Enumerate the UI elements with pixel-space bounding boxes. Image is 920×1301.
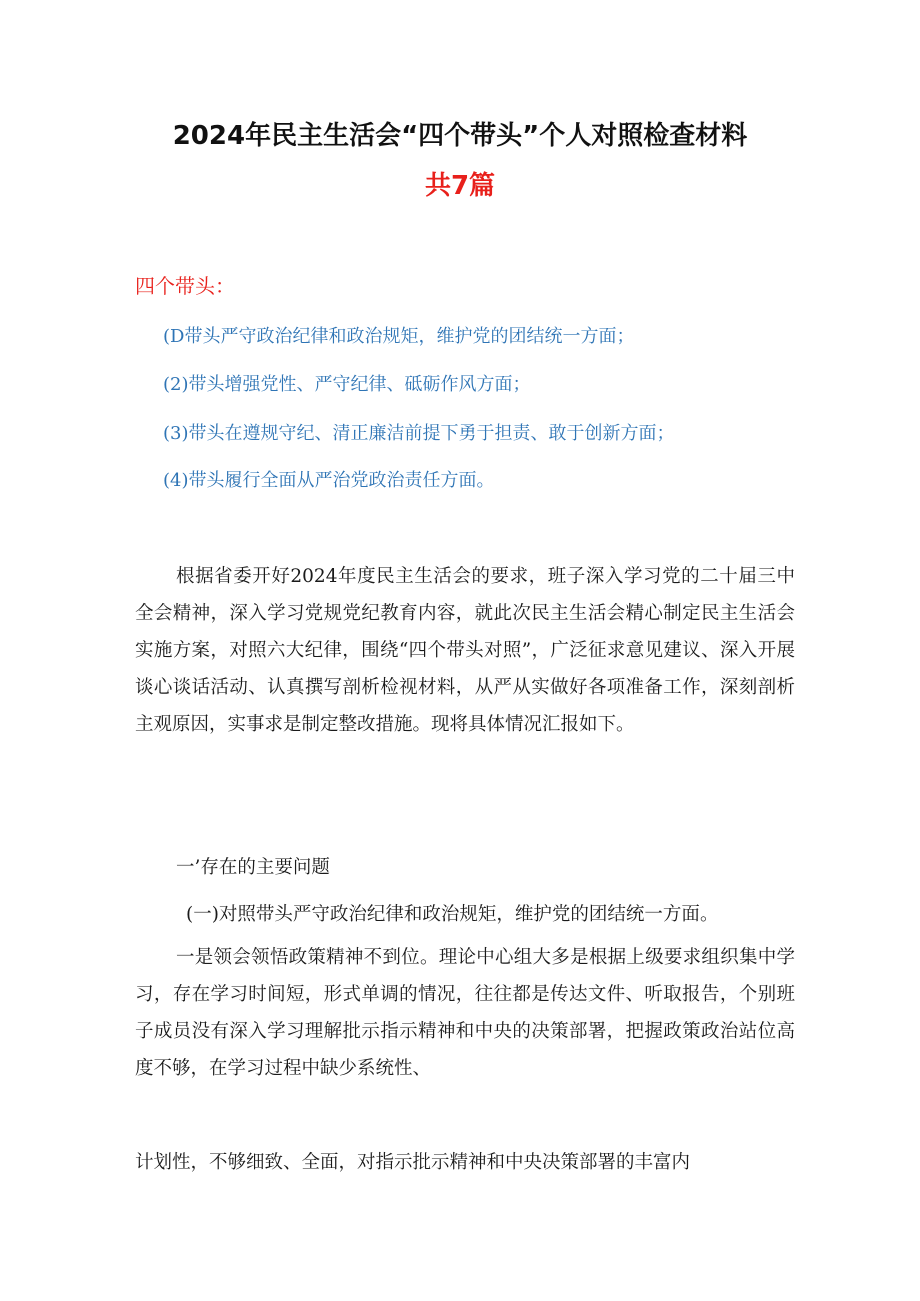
document-subtitle: 共7篇 [424, 171, 496, 201]
four-leads-item-2: (2)带头增强党性、严守纪律、砥砺作风方面； [163, 374, 531, 395]
four-leads-item-3: (3)带头在遵规守纪、清正廉洁前提下勇于担责、敢于创新方面； [163, 423, 675, 444]
intro-paragraph: 根据省委开好2024年度民主生活会的要求，班子深入学习党的二十届三中全会精神，深入学习党规党纪教育内容，就此次民主生活会精心制定民主生活会实施方案，对照六大纪律，围绕“四个带头对照”，广泛征求意见建议、深入开展谈心谈话活动、认真撰写剖析检视材料，从严从实做好各项准备工作，深刻剖析主观原因，实事求是制定整改措施。现将具体情况汇报如下。 [135, 566, 795, 735]
four-leads-item-4: (4)带头履行全面从严治党政治责任方面。 [163, 470, 495, 491]
sub-heading: (一)对照带头严守政治纪律和政治规矩，维护党的团结统一方面。 [186, 904, 719, 925]
point-one-paragraph: 一是领会领悟政策精神不到位。理论中心组大多是根据上级要求组织集中学习，存在学习时间短，形式单调的情况，往往都是传达文件、听取报告，个别班子成员没有深入学习理解批示指示精神和中央的决策部署，把握政策政治站位高度不够，在学习过程中缺少系统性、 [135, 947, 795, 1079]
four-leads-item-1: (D带头严守政治纪律和政治规矩，维护党的团结统一方面； [163, 326, 635, 347]
section-heading: 一’存在的主要问题 [176, 857, 330, 878]
point-one-continuation: 计划性，不够细致、全面，对指示批示精神和中央决策部署的丰富内 [135, 1152, 691, 1173]
document-title: 2024年民主生活会“四个带头”个人对照检查材料 [172, 121, 748, 151]
four-leads-heading: 四个带头： [135, 274, 235, 298]
